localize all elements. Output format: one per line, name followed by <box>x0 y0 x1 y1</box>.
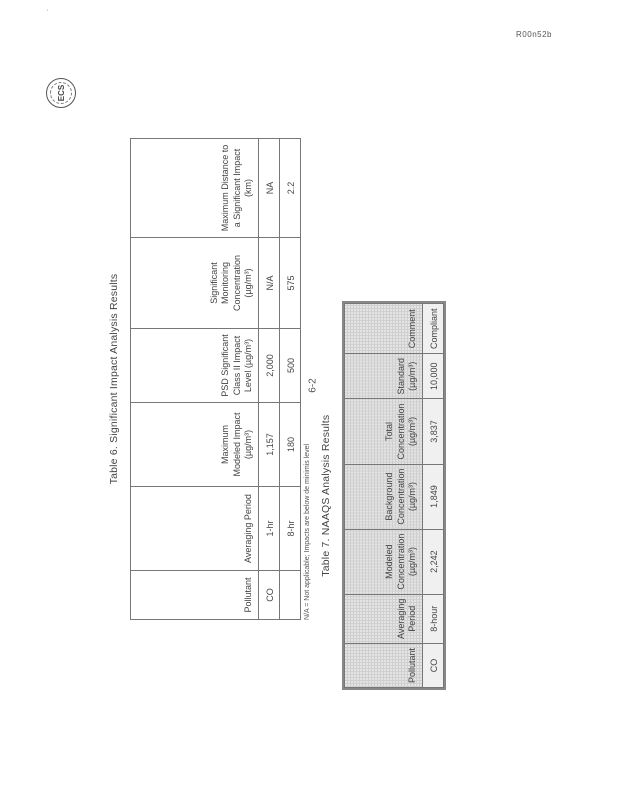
table7-block <box>320 301 446 690</box>
table7-header: Averaging Period <box>345 594 423 643</box>
table7-header: Standard (µg/m³) <box>345 353 423 399</box>
table7-title: Table 7. NAAQS Analysis Results <box>320 414 332 577</box>
table6-cell: 575 <box>280 238 301 329</box>
significant-impact-table <box>130 138 301 620</box>
page-reference: R00n52b <box>516 30 552 39</box>
table6-cell: 180 <box>280 403 301 487</box>
table-row <box>259 139 280 620</box>
table6-cell: 2.2 <box>280 139 301 238</box>
table7-header: Total Concentration (µg/m³) <box>345 399 423 464</box>
table7-header: Comment <box>345 304 423 354</box>
table6-cell: NA <box>259 139 280 238</box>
table7-cell: 2,242 <box>423 529 444 594</box>
table6-footnote: N/A = Not applicable; Impacts are below de minimis level <box>304 443 311 620</box>
table7-cell: 8-hour <box>423 594 444 643</box>
table6-cell: 500 <box>280 329 301 403</box>
page-number: 6-2 <box>307 378 319 393</box>
table6-cell: 1,157 <box>259 403 280 487</box>
table6-cell: CO <box>259 571 280 620</box>
table6-header: Maximum Modeled Impact (µg/m³) <box>131 403 259 487</box>
table6-header: PSD Significant Class II Impact Level (µg/m³) <box>131 329 259 403</box>
table6-cell: N/A <box>259 238 280 329</box>
table7-header: Modeled Concentration (µg/m³) <box>345 529 423 594</box>
table-row <box>280 139 301 620</box>
table7-header: Pollutant <box>345 643 423 687</box>
table7-cell: Compliant <box>423 304 444 354</box>
table6-header: Pollutant <box>131 571 259 620</box>
table7-cell: 3,837 <box>423 399 444 464</box>
table6-cell: 1-hr <box>259 487 280 571</box>
table6-title: Table 6. Significant Impact Analysis Results <box>108 273 120 485</box>
seal-stamp-icon: ECS <box>46 78 76 108</box>
table6-header: Significant Monitoring Concentration (µg/m³) <box>131 238 259 329</box>
table6-cell: 8-hr <box>280 487 301 571</box>
table6-header: Maximum Distance to a Significant Impact (km) <box>131 139 259 238</box>
table6-block <box>108 138 311 620</box>
table7-cell: CO <box>423 643 444 687</box>
table6-cell <box>280 571 301 620</box>
table7-cell: 1,849 <box>423 464 444 529</box>
table6-cell: 2,000 <box>259 329 280 403</box>
table-row <box>423 304 444 688</box>
table7-cell: 10,000 <box>423 353 444 399</box>
table7-header: Background Concentration (µg/m³) <box>345 464 423 529</box>
naaqs-analysis-table <box>344 303 444 688</box>
table6-header: Averaging Period <box>131 487 259 571</box>
corner-mark: ' <box>47 10 49 16</box>
